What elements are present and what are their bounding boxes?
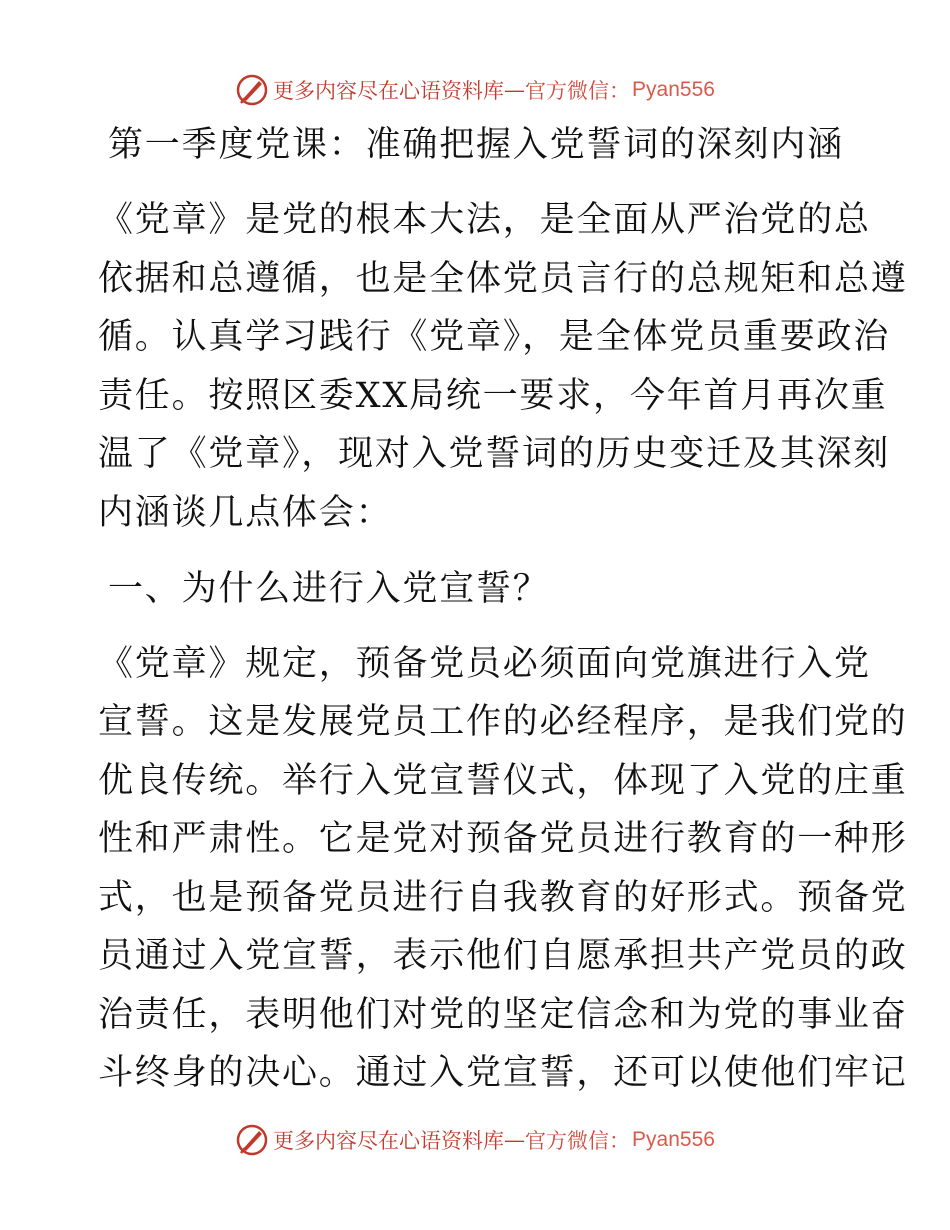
quill-pen-icon (235, 73, 269, 107)
paragraph-line: 依据和总遵循，也是全体党员言行的总规矩和总遵 (98, 259, 908, 299)
watermark-site-text: 更多内容尽在心语资料库 (273, 1129, 505, 1153)
paragraph-line: 宣誓。这是发展党员工作的必经程序，是我们党的 (98, 702, 908, 742)
quill-pen-icon (235, 1123, 269, 1157)
watermark-banner-bottom (0, 1120, 950, 1160)
document-title: 第一季度党课：准确把握入党誓词的深刻内涵 (108, 125, 845, 165)
section-heading: 一、为什么进行入党宣誓？ (108, 569, 550, 609)
paragraph-line: 式，也是预备党员进行自我教育的好形式。预备党 (98, 878, 908, 918)
watermark-handle: Pyan556 (632, 78, 715, 101)
paragraph-line: 性和严肃性。它是党对预备党员进行教育的一种形 (98, 819, 908, 859)
paragraph-line: 《党章》规定，预备党员必须面向党旗进行入党 (98, 644, 871, 684)
watermark-site-text: 更多内容尽在心语资料库 (273, 79, 505, 103)
paragraph-line: 温了《党章》，现对入党誓词的历史变迁及其深刻 (98, 434, 891, 474)
paragraph-line: 责任。按照区委XX局统一要求，今年首月再次重 (98, 376, 888, 416)
paragraph-line: 优良传统。举行入党宣誓仪式，体现了入党的庄重 (98, 761, 908, 801)
watermark-separator: — (504, 1128, 526, 1152)
paragraph-line: 循。认真学习践行《党章》，是全体党员重要政治 (98, 317, 891, 357)
watermark-separator: — (504, 78, 526, 102)
watermark-official-label: 官方微信： (525, 79, 631, 103)
paragraph-line: 治责任，表明他们对党的坚定信念和为党的事业奋 (98, 995, 908, 1035)
paragraph-line: 《党章》是党的根本大法，是全面从严治党的总 (98, 200, 871, 240)
watermark-banner-top (0, 70, 950, 110)
paragraph-line: 斗终身的决心。通过入党宣誓，还可以使他们牢记 (98, 1053, 908, 1093)
watermark-official-label: 官方微信： (525, 1129, 631, 1153)
paragraph-line: 内涵谈几点体会： (98, 493, 393, 533)
watermark-handle: Pyan556 (632, 1128, 715, 1151)
paragraph-line: 员通过入党宣誓，表示他们自愿承担共产党员的政 (98, 936, 908, 976)
